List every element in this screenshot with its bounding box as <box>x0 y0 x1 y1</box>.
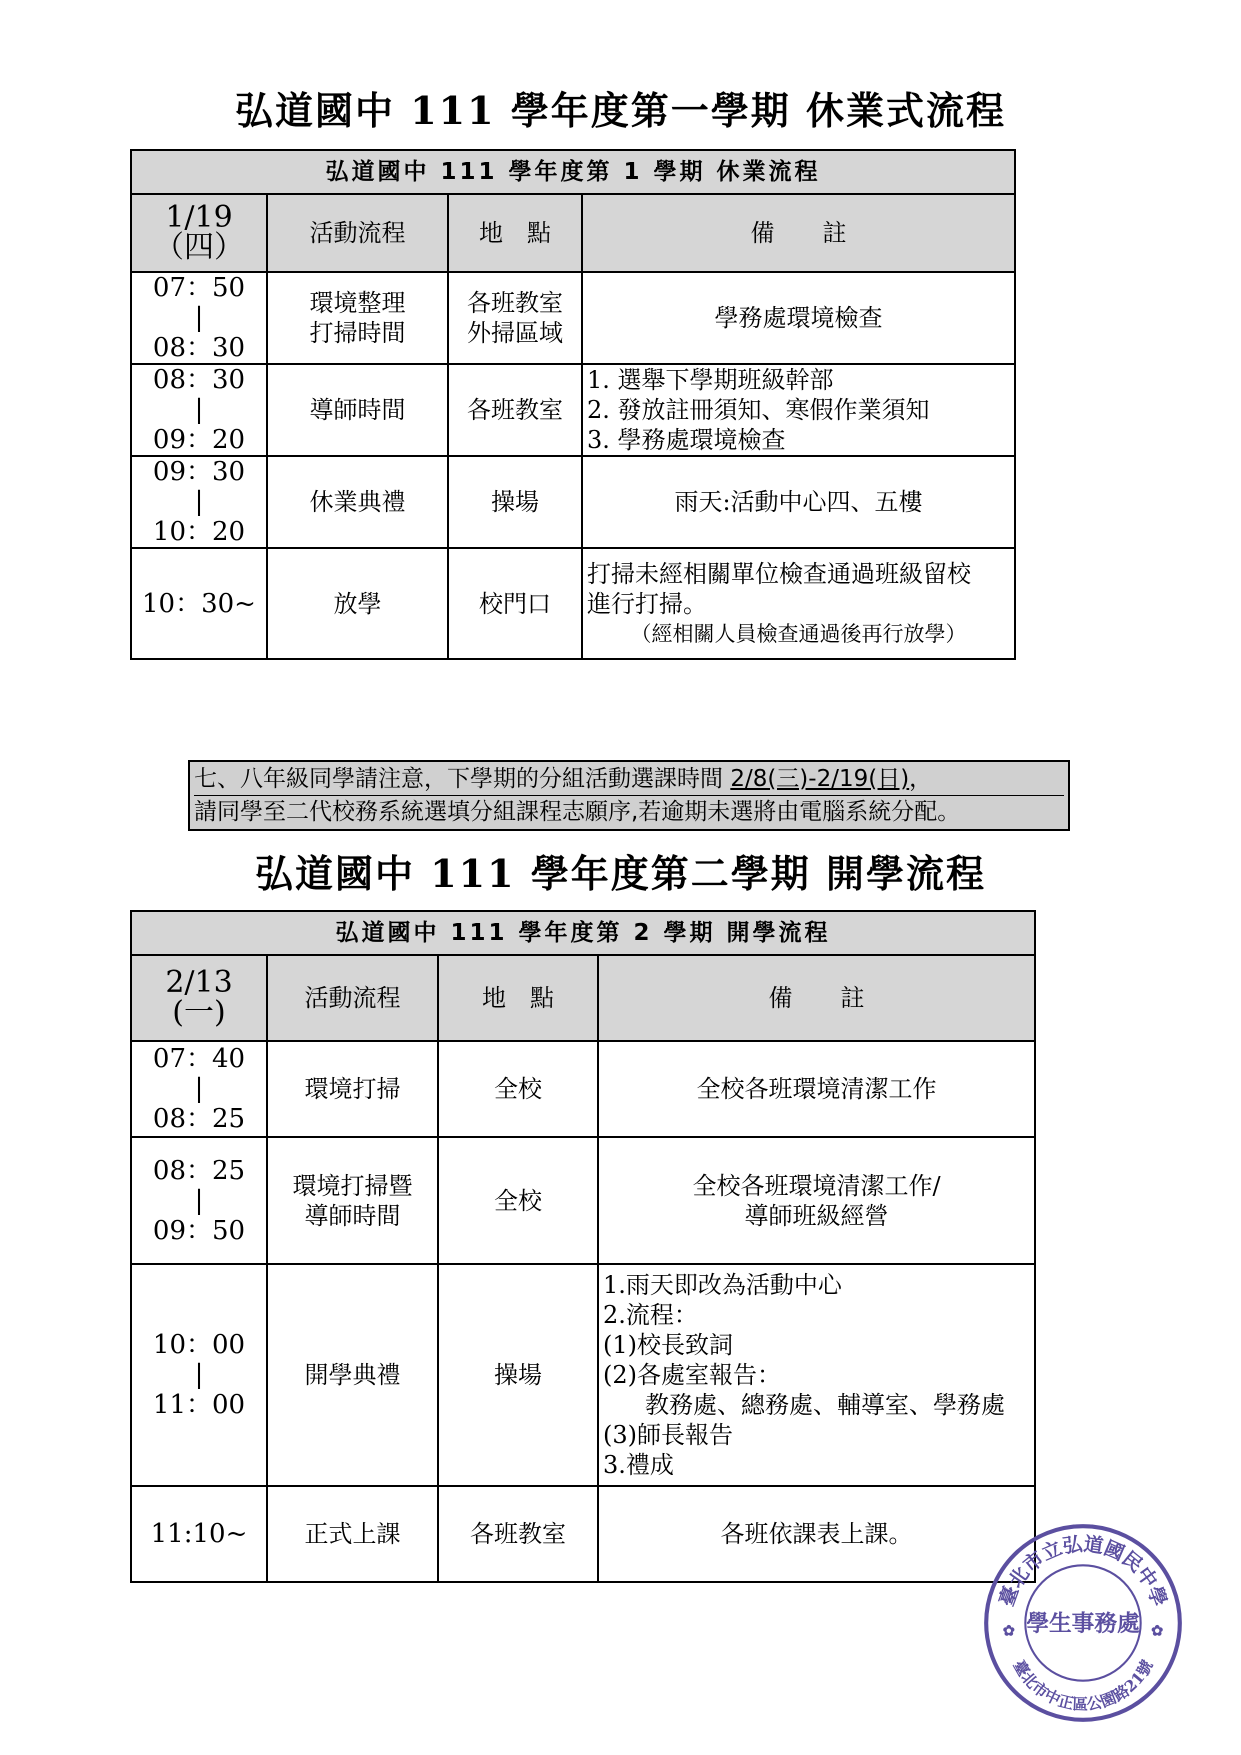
time-end: 09：20 <box>152 425 246 455</box>
remark-line: (2)各處室報告： <box>603 1361 781 1389</box>
remark-line: 全校各班環境清潔工作/ <box>692 1171 941 1200</box>
activity-cell <box>267 272 448 364</box>
remark-line: 1. 選舉下學期班級幹部 <box>587 366 834 394</box>
seal-top-text: 臺北市立弘道國民中學 <box>994 1532 1172 1610</box>
location-cell: 校門口 <box>448 548 582 659</box>
time-start: 08：25 <box>152 1155 246 1186</box>
remark-line: (1)校長致詞 <box>603 1331 733 1359</box>
table-row <box>131 456 1015 548</box>
remark-line: 3.禮成 <box>603 1451 674 1479</box>
section1-title: 弘道國中 111 學年度第一學期 休業式流程 <box>234 88 1006 133</box>
remark-line: 打掃未經相關單位檢查通過班級留校 <box>587 559 971 588</box>
table-row <box>131 1137 1035 1264</box>
header-remark: 備 註 <box>598 955 1035 1041</box>
time-separator: | <box>194 1185 204 1216</box>
table-row <box>131 272 1015 364</box>
table-row <box>131 364 1015 456</box>
section1-table-caption: 弘道國中 111 學年度第 1 學期 休業流程 <box>131 150 1015 194</box>
header-date-cell <box>131 955 267 1041</box>
time-cell <box>131 272 267 364</box>
time-end: 11：00 <box>152 1390 246 1420</box>
header-activity: 活動流程 <box>267 194 448 272</box>
remark-line: 3. 學務處環境檢查 <box>587 426 786 454</box>
location-cell <box>448 272 582 364</box>
remark-line: 1.雨天即改為活動中心 <box>603 1271 842 1299</box>
remark-line: 學務處環境檢查 <box>714 304 883 332</box>
time-cell <box>131 1041 267 1137</box>
selection-notice <box>188 760 1070 831</box>
time-separator: | <box>194 395 204 425</box>
remark-note: （經相關人員檢查通過後再行放學） <box>630 621 967 646</box>
location-cell: 全校 <box>438 1041 598 1137</box>
time-start: 09：30 <box>152 457 246 487</box>
activity-line: 導師時間 <box>304 1201 401 1230</box>
table-row <box>131 1041 1035 1137</box>
notice-punct: ， <box>909 766 933 792</box>
table-row <box>131 548 1015 659</box>
activity-line: 環境打掃暨 <box>292 1171 413 1200</box>
remark-line: 導師班級經營 <box>744 1201 889 1230</box>
remark-line: 2. 發放註冊須知、寒假作業須知 <box>587 396 930 424</box>
time-start: 07：50 <box>152 273 246 303</box>
section2-table-caption: 弘道國中 111 學年度第 2 學期 開學流程 <box>131 911 1035 955</box>
time-end: 08：25 <box>152 1104 246 1134</box>
location-cell: 操場 <box>448 456 582 548</box>
activity-cell: 正式上課 <box>267 1486 438 1582</box>
remark-cell <box>582 272 1015 364</box>
seal-center-text: 學生事務處 <box>1026 1611 1140 1638</box>
notice-dates: 2/8(三)-2/19(日) <box>730 766 910 792</box>
time-start: 07：40 <box>152 1044 246 1074</box>
time-cell <box>131 456 267 548</box>
remark-cell: 全校各班環境清潔工作 <box>598 1041 1035 1137</box>
activity-line: 環境整理 <box>309 289 406 317</box>
time-separator: | <box>194 1074 204 1104</box>
activity-cell: 環境打掃 <box>267 1041 438 1137</box>
activity-cell: 導師時間 <box>267 364 448 456</box>
header-date: 1/19 <box>165 200 233 235</box>
office-seal <box>980 1520 1186 1726</box>
header-remark: 備 註 <box>582 194 1015 272</box>
activity-cell: 放學 <box>267 548 448 659</box>
header-location: 地 點 <box>438 955 598 1041</box>
location-line: 各班教室 <box>467 289 563 317</box>
table-row <box>131 1486 1035 1582</box>
activity-cell: 休業典禮 <box>267 456 448 548</box>
seal-star-right-icon: ✿ <box>1151 1622 1164 1640</box>
time-cell <box>131 1137 267 1264</box>
remark-cell <box>582 364 1015 456</box>
seal-bottom-text: 臺北市中正區公園路21號 <box>1009 1656 1157 1714</box>
table-row <box>131 1264 1035 1486</box>
location-cell: 各班教室 <box>448 364 582 456</box>
header-weekday: （四） <box>154 230 244 265</box>
activity-cell <box>267 1137 438 1264</box>
time-separator: | <box>194 1360 204 1390</box>
location-line: 外掃區域 <box>467 319 563 347</box>
time-separator: | <box>194 487 204 517</box>
time-end: 10：20 <box>152 517 246 547</box>
time-end: 08：30 <box>152 333 246 363</box>
remark-line: 2.流程： <box>603 1301 698 1329</box>
time-start: 08：30 <box>152 365 246 395</box>
time-cell: 10：30~ <box>131 548 267 659</box>
header-location: 地 點 <box>448 194 582 272</box>
remark-line: 進行打掃。 <box>587 589 707 618</box>
remark-cell <box>582 548 1015 659</box>
section1-table <box>130 149 1016 660</box>
time-cell <box>131 364 267 456</box>
time-end: 09：50 <box>152 1215 246 1246</box>
section2-title: 弘道國中 111 學年度第二學期 開學流程 <box>254 851 986 896</box>
header-weekday: (一) <box>172 995 226 1030</box>
remark-cell: 雨天:活動中心四、五樓 <box>582 456 1015 548</box>
notice-text: 七、八年級同學請注意，下學期的分組活動選課時間 <box>194 766 723 792</box>
remark-cell <box>598 1264 1035 1486</box>
remark-line: 教務處、總務處、輔導室、學務處 <box>645 1391 1005 1419</box>
location-cell: 全校 <box>438 1137 598 1264</box>
time-cell <box>131 1264 267 1486</box>
remark-cell: 各班依課表上課。 <box>598 1486 1035 1582</box>
remark-line: (3)師長報告 <box>603 1421 733 1449</box>
notice-line-1 <box>194 763 1064 796</box>
time-start: 10：00 <box>152 1330 246 1360</box>
time-cell: 11:10~ <box>131 1486 267 1582</box>
remark-cell <box>598 1137 1035 1264</box>
activity-cell: 開學典禮 <box>267 1264 438 1486</box>
header-date-cell <box>131 194 267 272</box>
section2-table <box>130 910 1036 1583</box>
activity-line: 打掃時間 <box>309 319 406 347</box>
time-separator: | <box>194 303 204 333</box>
seal-star-left-icon: ✿ <box>1002 1622 1015 1640</box>
notice-line-2: 請同學至二代校務系統選填分組課程志願序,若逾期未選將由電腦系統分配。 <box>194 799 961 825</box>
header-date: 2/13 <box>165 965 233 1000</box>
location-cell: 各班教室 <box>438 1486 598 1582</box>
location-cell: 操場 <box>438 1264 598 1486</box>
header-activity: 活動流程 <box>267 955 438 1041</box>
